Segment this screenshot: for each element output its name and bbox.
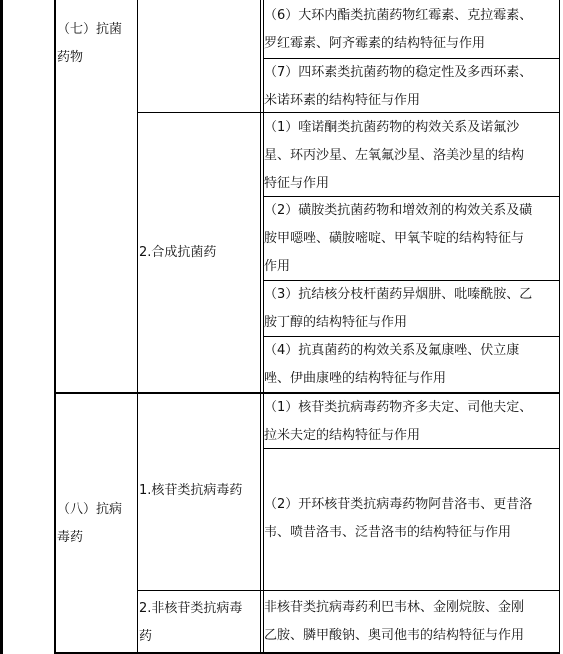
item-cell [264, 59, 560, 115]
item-line: （1）喹诺酮类抗菌药物的构效关系及诺氟沙 [264, 120, 520, 135]
category-cell [57, 496, 137, 552]
item-line: （3）抗结核分枝杆菌药异烟肼、吡嗪酰胺、乙 [264, 287, 533, 302]
item-line: 星、环丙沙星、左氧氟沙星、洛美沙星的结构 [264, 148, 525, 163]
item-line: 韦、喷昔洛韦、泛昔洛韦的结构特征与作用 [264, 525, 512, 540]
item-cell [264, 394, 560, 450]
item-cell [264, 114, 560, 198]
category-cell [57, 16, 137, 72]
item-line: （6）大环内酯类抗菌药物红霉素、克拉霉素、 [264, 8, 533, 23]
item-cell [264, 197, 560, 281]
item-line: 拉米夫定的结构特征与作用 [264, 428, 421, 443]
item-line: （2）开环核苷类抗病毒药物阿昔洛韦、更昔洛 [264, 497, 533, 512]
item-line: 胺丁醇的结构特征与作用 [264, 315, 408, 330]
item-cell [264, 594, 560, 650]
item-line: 罗红霉素、阿齐霉素的结构特征与作用 [264, 36, 486, 51]
subcategory-cell [139, 595, 260, 651]
category-line: （七）抗菌 [57, 22, 123, 37]
item-line: （2）磺胺类抗菌药物和增效剂的构效关系及磺 [264, 203, 533, 218]
item-line: （4）抗真菌药的构效关系及氟康唑、伏立康 [264, 343, 520, 358]
category-line: 毒药 [57, 530, 84, 545]
subcategory-line: 药 [139, 629, 153, 644]
category-line: 药物 [57, 50, 84, 65]
item-line: 米诺环素的结构特征与作用 [264, 93, 421, 108]
item-line: （7）四环素类抗菌药物的稳定性及多西环素、 [264, 65, 533, 80]
col-line-3 [260, 0, 261, 654]
category-line: （八）抗病 [57, 502, 123, 517]
item-line: 乙胺、膦甲酸钠、奥司他韦的结构特征与作用 [264, 628, 525, 643]
col-line-2 [137, 0, 138, 654]
row-line [138, 590, 560, 591]
left-border [0, 0, 3, 654]
item-cell [264, 491, 560, 547]
subcategory-line: 2.非核苷类抗病毒 [139, 601, 243, 616]
subcategory-line: 2.合成抗菌药 [139, 245, 217, 260]
subcategory-line: 1.核苷类抗病毒药 [139, 483, 243, 498]
item-line: （1）核苷类抗病毒药物齐多夫定、司他夫定、 [264, 400, 533, 415]
item-line: 作用 [264, 259, 291, 274]
col-line-1 [54, 0, 56, 654]
subcategory-cell [139, 477, 260, 505]
item-line: 唑、伊曲康唑的结构特征与作用 [264, 371, 447, 386]
item-cell [264, 281, 560, 337]
item-cell [264, 337, 560, 393]
subcategory-cell [139, 239, 260, 267]
item-line: 胺甲噁唑、磺胺嘧啶、甲氧苄啶的结构特征与 [264, 231, 525, 246]
item-line: 特征与作用 [264, 176, 330, 191]
item-cell [264, 2, 560, 58]
item-line: 非核苷类抗病毒药利巴韦林、金刚烷胺、金刚 [264, 600, 525, 615]
